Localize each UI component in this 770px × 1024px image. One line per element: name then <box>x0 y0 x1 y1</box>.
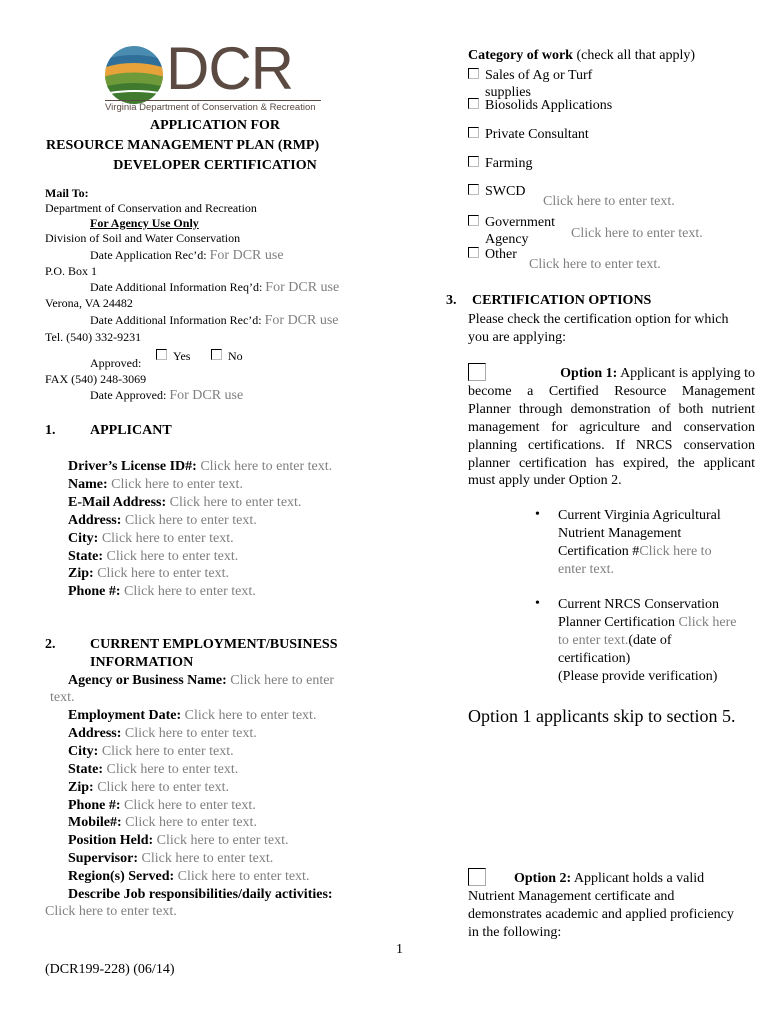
option-2-text <box>468 870 734 942</box>
category-checkbox[interactable] <box>468 215 479 226</box>
category-checkbox[interactable] <box>468 184 479 195</box>
title-line-2: RESOURCE MANAGEMENT PLAN (RMP) <box>46 138 320 153</box>
field-phone <box>68 797 333 815</box>
field-label: Supervisor: <box>68 851 138 867</box>
bullet-icon: • <box>535 507 540 522</box>
field-input[interactable]: Click here to enter <box>230 673 335 688</box>
field-input[interactable]: Click here to enter text. <box>156 833 289 849</box>
category-other-input[interactable]: Click here to enter text. <box>529 257 661 272</box>
category-sales-ag[interactable] <box>468 68 593 100</box>
field-state <box>68 761 333 779</box>
field-agency-business-name <box>68 673 334 689</box>
category-label: SWCD <box>485 184 526 199</box>
applicant-fields <box>68 458 332 601</box>
category-checkbox[interactable] <box>468 127 479 138</box>
category-label: Farming <box>485 156 533 171</box>
category-biosolids[interactable] <box>468 98 612 114</box>
field-name <box>68 476 332 494</box>
date-add-info-req-value[interactable]: For DCR use <box>265 280 340 295</box>
option-1-text-line: planning certifications. If NRCS conservation <box>468 437 755 453</box>
field-label: City: <box>68 530 99 546</box>
bullet-nrcs-certification <box>558 596 736 686</box>
field-mobile <box>68 814 333 832</box>
field-city <box>68 743 333 761</box>
section-3-intro-2: you are applying: <box>468 330 566 345</box>
field-zip <box>68 779 333 797</box>
field-label: Address: <box>68 725 122 741</box>
title-line-3: DEVELOPER CERTIFICATION <box>113 158 317 173</box>
category-label: Sales of Ag or Turf <box>485 68 593 83</box>
field-label: Driver’s License ID#: <box>68 459 197 474</box>
approved-label: Approved: <box>90 356 142 370</box>
field-zip <box>68 565 332 583</box>
option-2-text-line: in the following: <box>468 924 562 940</box>
category-label: Government <box>485 215 555 230</box>
date-add-info-rec-value[interactable]: For DCR use <box>264 313 339 328</box>
category-title: Category of work <box>468 48 573 63</box>
field-input[interactable]: Click here to enter text. <box>124 725 257 741</box>
mail-line: Tel. (540) 332-9231 <box>45 330 142 344</box>
field-label: Phone #: <box>68 584 121 600</box>
form-number: (DCR199-228) (06/14) <box>45 962 175 977</box>
section-3-title: CERTIFICATION OPTIONS <box>472 293 652 308</box>
option-1-skip-note: Option 1 applicants skip to section 5. <box>468 706 736 726</box>
option-1-line-1 <box>468 365 755 383</box>
field-label: Agency or Business Name: <box>68 673 227 688</box>
category-label: Private Consultant <box>485 127 589 142</box>
dcr-logo-tagline: Virginia Department of Conservation & Recreation <box>105 100 321 113</box>
field-input[interactable]: Click here to enter text. <box>177 869 310 885</box>
field-input[interactable]: Click here to enter text. <box>124 512 257 528</box>
option-2-text-line: Applicant holds a valid <box>573 871 705 886</box>
category-government[interactable] <box>468 215 555 247</box>
category-label-wrap: Agency <box>485 232 529 247</box>
option-1-label: Option 1: <box>560 366 618 381</box>
category-private-consultant[interactable] <box>468 127 589 143</box>
bullet-1-line-3: Certification # <box>558 543 640 559</box>
approved-yes-label: Yes <box>173 349 191 363</box>
bullet-2-line-5: (Please provide verification) <box>558 668 718 684</box>
section-1-title: APPLICANT <box>90 423 172 438</box>
category-farming[interactable] <box>468 156 532 172</box>
field-job-responsibilities-input[interactable]: Click here to enter text. <box>45 904 177 919</box>
field-regions-served <box>68 868 333 886</box>
date-app-received-label: Date Application Rec’d: <box>90 248 207 262</box>
field-input[interactable]: Click here to enter text. <box>97 779 229 795</box>
field-input[interactable]: Click here to enter text. <box>101 530 234 546</box>
section-1-number: 1. <box>45 423 56 438</box>
category-label-wrap: supplies <box>485 85 531 100</box>
date-add-info-rec-label: Date Additional Information Rec’d: <box>90 313 262 327</box>
option-1-text-line: must apply under Option 2. <box>468 473 622 489</box>
option-1-text-line: Planner through demonstration of both nutrient <box>468 401 755 417</box>
field-input[interactable]: Click here to enter text. <box>125 815 257 831</box>
field-label: Name: <box>68 476 108 492</box>
date-app-received-value[interactable]: For DCR use <box>209 248 284 263</box>
bullet-1-line-2: Nutrient Management <box>558 525 682 541</box>
field-label: State: <box>68 761 103 777</box>
mail-line: P.O. Box 1 <box>45 264 98 278</box>
category-hint: (check all that apply) <box>576 48 696 63</box>
field-label: Position Held: <box>68 833 154 849</box>
option-1-text-line: planner certification has expired, the applicant <box>468 455 755 471</box>
field-email <box>68 494 332 512</box>
mail-line: Division of Soil and Water Conservation <box>45 231 241 245</box>
category-label: Biosolids Applications <box>485 98 613 113</box>
field-label: State: <box>68 548 103 564</box>
bullet-2-line-2: Planner Certification <box>558 614 676 630</box>
category-checkbox[interactable] <box>468 247 479 258</box>
option-1-text-line: management for agriculture and conservation <box>468 419 755 435</box>
field-address <box>68 512 332 530</box>
page-number: 1 <box>396 942 403 957</box>
field-drivers-license <box>68 458 332 476</box>
field-phone <box>68 583 332 601</box>
field-label: E-Mail Address: <box>68 494 167 510</box>
date-app-received <box>90 248 284 264</box>
bullet-2-line-1: Current NRCS Conservation <box>558 597 719 612</box>
option-1-text <box>468 365 755 490</box>
field-employment-date <box>68 707 333 725</box>
date-approved <box>90 388 243 404</box>
approved-yes-checkbox[interactable] <box>156 349 167 360</box>
field-label: Address: <box>68 512 122 528</box>
field-input[interactable]: Click here to enter text. <box>97 566 229 582</box>
field-job-responsibilities-label: Describe Job responsibilities/daily activities: <box>68 887 333 903</box>
dcr-logo <box>103 35 323 114</box>
category-swcd-input[interactable]: Click here to enter text. <box>543 194 675 209</box>
category-checkbox[interactable] <box>468 156 479 167</box>
option-1-text-line: become a Certified Resource Management <box>468 383 755 399</box>
field-input[interactable]: Click here to enter text. <box>124 584 256 600</box>
mail-line: Verona, VA 24482 <box>45 296 133 310</box>
dcr-logo-letters: DCR <box>166 35 293 102</box>
section-2-title-1: CURRENT EMPLOYMENT/BUSINESS <box>90 637 338 652</box>
mail-line: Department of Conservation and Recreation <box>45 201 257 215</box>
dcr-logo-emblem <box>103 44 165 106</box>
category-checkbox[interactable] <box>468 68 479 79</box>
mail-to-label: Mail To: <box>45 186 89 200</box>
approved-no[interactable] <box>211 349 243 364</box>
field-input[interactable]: Click here to enter text. <box>106 548 239 564</box>
field-input[interactable]: Click here to enter text. <box>200 459 333 474</box>
field-input[interactable]: Click here to enter text. <box>106 761 239 777</box>
field-label: Region(s) Served: <box>68 869 175 885</box>
field-address <box>68 725 333 743</box>
bullet-nm-certification <box>558 507 721 579</box>
date-approved-label: Date Approved: <box>90 388 167 402</box>
option-2-text-line: demonstrates academic and applied proficiency <box>468 906 734 922</box>
field-input[interactable]: Click here to enter text. <box>111 476 243 492</box>
field-input[interactable]: Click here to enter text. <box>184 708 317 723</box>
field-label: City: <box>68 743 99 759</box>
bullet-2-line-4: certification) <box>558 650 631 666</box>
category-other[interactable] <box>468 247 517 263</box>
nm-certification-input[interactable]: Click here to <box>639 543 712 559</box>
field-label: Mobile#: <box>68 815 122 831</box>
date-add-info-req-label: Date Additional Information Req’d: <box>90 280 263 294</box>
mail-line: FAX (540) 248-3069 <box>45 372 147 386</box>
field-label: Phone #: <box>68 797 121 813</box>
bullet-icon: • <box>535 596 540 611</box>
approved-no-checkbox[interactable] <box>211 349 222 360</box>
approved-no-label: No <box>228 349 243 363</box>
category-label: Other <box>485 247 517 262</box>
date-add-info-rec <box>90 313 339 329</box>
bullet-2-after: (date of <box>628 632 672 648</box>
employment-fields <box>68 707 333 904</box>
section-3-intro-1: Please check the certification option for which <box>468 312 729 327</box>
option-2-text-line: Nutrient Management certificate and <box>468 888 675 904</box>
section-2-number: 2. <box>45 637 56 652</box>
field-state <box>68 548 332 566</box>
category-government-input[interactable]: Click here to enter text. <box>571 226 703 241</box>
field-position-held <box>68 832 333 850</box>
section-2-title-2: INFORMATION <box>90 655 194 670</box>
nrcs-certification-input-wrap[interactable]: to enter text. <box>558 632 629 648</box>
field-label: Employment Date: <box>68 708 182 723</box>
category-swcd[interactable] <box>468 184 525 200</box>
field-supervisor <box>68 850 333 868</box>
field-agency-business-name-wrap[interactable]: text. <box>50 690 75 705</box>
form-title <box>40 116 390 176</box>
nm-certification-input-wrap[interactable]: enter text. <box>558 561 614 577</box>
bullet-1-line-1: Current Virginia Agricultural <box>558 508 721 523</box>
field-city <box>68 530 332 548</box>
nrcs-certification-input[interactable]: Click here <box>678 614 737 630</box>
field-input[interactable]: Click here to enter text. <box>141 851 274 867</box>
field-input[interactable]: Click here to enter text. <box>169 494 302 510</box>
field-label: Zip: <box>68 779 94 795</box>
option-1-text-line: Applicant is applying to <box>620 366 755 381</box>
title-line-1: APPLICATION FOR <box>149 118 281 133</box>
option-2-label: Option 2: <box>514 871 572 886</box>
category-checkbox[interactable] <box>468 98 479 109</box>
field-label: Zip: <box>68 566 94 582</box>
date-add-info-req <box>90 280 339 296</box>
field-input[interactable]: Click here to enter text. <box>124 797 256 813</box>
agency-use-heading: For Agency Use Only <box>90 216 199 230</box>
date-approved-value[interactable]: For DCR use <box>169 388 244 403</box>
approved-yes[interactable] <box>156 349 190 364</box>
field-input[interactable]: Click here to enter text. <box>101 743 234 759</box>
category-of-work-heading <box>468 48 695 64</box>
section-3-number: 3. <box>446 293 457 308</box>
